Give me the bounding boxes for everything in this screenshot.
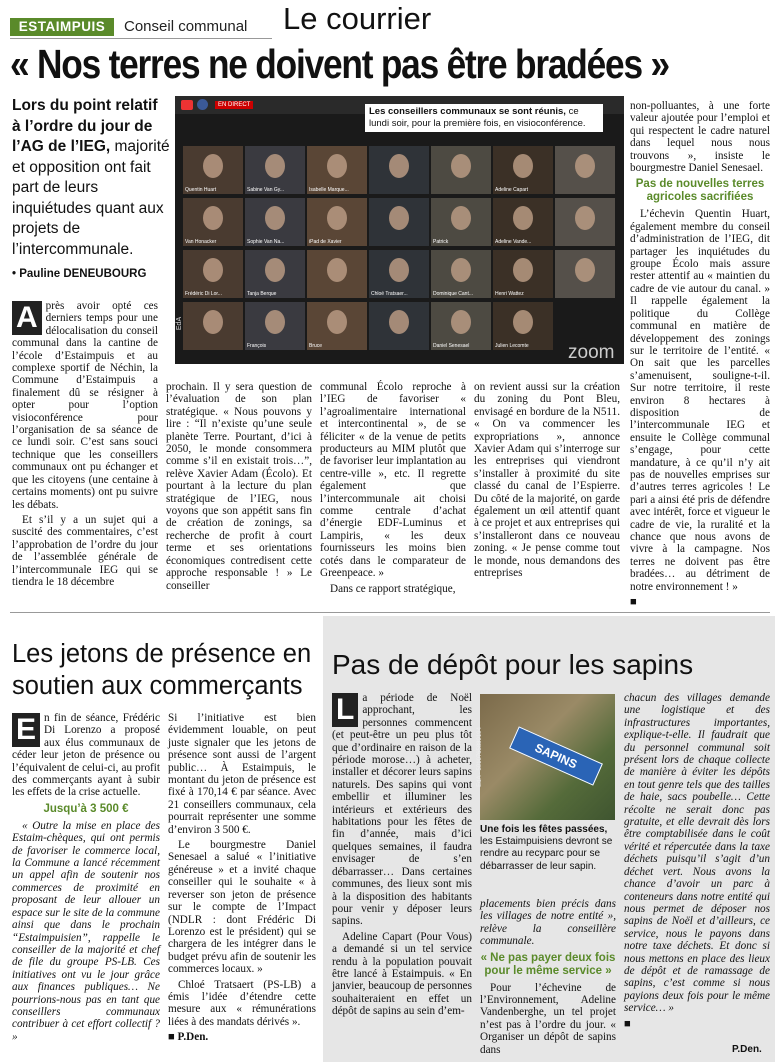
article1-end-mark: ■ xyxy=(630,596,637,609)
participant-tile xyxy=(493,302,553,350)
participant-face xyxy=(327,154,347,178)
participant-tile xyxy=(307,146,367,194)
participant-face xyxy=(513,258,533,282)
participant-tile xyxy=(369,302,429,350)
participant-tile xyxy=(431,198,491,246)
article3-col2 xyxy=(480,898,616,1060)
participant-name: Dominique Cant... xyxy=(433,291,474,297)
headline: « Nos terres ne doivent pas être bradées » xyxy=(10,41,669,87)
participant-tile xyxy=(555,198,615,246)
article1-subhead: Pas de nouvelles terres agricoles sacrifiées xyxy=(635,178,765,204)
article1-col1 xyxy=(12,300,158,608)
participant-face xyxy=(203,258,223,282)
article2-col1 xyxy=(12,712,160,1060)
article2-subhead: Jusqu’à 3 500 € xyxy=(43,802,129,815)
article3-col3 xyxy=(624,692,770,1046)
dropcap-e: E xyxy=(12,713,40,747)
sapins-caption-rest: les Estaimpuisiens devront se rendre au recyparc pour se débarrasser de leur sapin. xyxy=(480,836,613,872)
article2-col2-p3: Chloé Tratsaert (PS-LB) a émis l’idée d’étendre cette mesure aux « rémunérations liées à des mandats dérivés ». xyxy=(168,978,316,1028)
participant-tile xyxy=(555,250,615,298)
participant-face xyxy=(451,206,471,230)
participant-face xyxy=(513,310,533,334)
participant-face xyxy=(513,154,533,178)
participant-name: Daniel Senesael xyxy=(433,343,470,349)
sapins-photo-credit: EdA - 5010765889194 xyxy=(476,727,483,787)
participant-face xyxy=(575,154,595,178)
participant-name: Frédéric Di Lor... xyxy=(185,291,222,297)
participant-face xyxy=(327,258,347,282)
participant-tile xyxy=(369,198,429,246)
article3-col1 xyxy=(332,692,472,1060)
participant-name: Julien Lecomte xyxy=(495,343,529,349)
participant-name: Isabelle Marque... xyxy=(309,187,349,193)
participant-tile xyxy=(493,146,553,194)
article1-col4 xyxy=(474,381,620,608)
article2-col1-p2: « Outre la mise en place des Estaim-chèques, qui ont permis de favoriser le commerce local, la Commune a lancé récemment un appel afin de soutenir nos commerces de proximité en proposant de leur allouer un espace sur le site de la commune ainsi que dans le prochain “Estaimpuisien”, rappelle le conseiller de la majorité et chef de file du groupe PS-LB. Ces initiatives ont vu le jour grâce aux finances publiques… Ne pourrions-nous pas en tant que conseillers communaux contribuer à cet effort collectif ? » xyxy=(12,819,160,1043)
article1-col2 xyxy=(166,381,312,608)
participant-tile xyxy=(245,146,305,194)
videoconference-photo xyxy=(175,96,624,364)
live-badge: EN DIRECT xyxy=(215,101,253,109)
participant-tile xyxy=(245,302,305,350)
photo-caption-bold: Les conseillers communaux se sont réunis, xyxy=(369,106,566,117)
rubric-title: Le courrier xyxy=(283,1,432,36)
article1-col5-p2: L’échevin Quentin Huart, également membre du conseil d’administration de l’IEG, dit partager les inquiétudes du groupe Écolo mais assure rester attentif au « maintien du cadre de vie autour du canal. » Il rappelle également la politique du Collège communal en matière de développement des zonings sur le territoire de l’entité. « On sait que les parcelles s’amenuisent, souligne-t-il. Sur notre territoire, il reste environ 8 hectares à disposition de l’intercommunale IEG et ensuite le Collège communal s’engage, pour cette mandature, à ce qu’il n’y ait pas de nouvelles emprises sur d’autres terres agricoles ! Le pari a ainsi été pris de défendre avec intérêt, force et vigueur le cadre de vie, la ruralité et la chance que nous avons de vivre à la campagne. Nos terres ne doivent pas être bradées… au détriment de notre environnement ! » xyxy=(630,208,770,593)
article1-col3-p2: Dans ce rapport stratégique, xyxy=(330,582,456,595)
article2-col2-p2: Le bourgmestre Daniel Senesael a salué « l’initiative généreuse » et a invité chaque conseiller qui le souhaite « à reverser son jeton de présence sur le compte de l’Impact (NDLR : dont Frédéric Di Lorenzo est le président) qui se chargera de les intégrer dans le budget prévu afin de soutenir les commerces locaux. » xyxy=(168,839,316,976)
participant-face xyxy=(203,310,223,334)
participant-face xyxy=(265,206,285,230)
participant-tile xyxy=(431,302,491,350)
article3-end-mark: ■ xyxy=(624,1017,631,1030)
article3-col2-p2: Pour l’échevine de l’Environnement, Adeline Vandenberghe, un tel projet n’est pas à l’ordre du jour. « Organiser un dépôt de sapins dans xyxy=(480,981,616,1056)
participant-tile xyxy=(183,250,243,298)
participant-name: Adeline Capart xyxy=(495,187,529,193)
participant-name: Sabine Van Gy... xyxy=(247,187,285,193)
zoom-logo: zoom xyxy=(568,342,615,363)
participant-name: iPad de Xavier xyxy=(309,239,342,245)
article2-signature: ■ P.Den. xyxy=(168,1031,209,1044)
author-name: Pauline DENEUBOURG xyxy=(19,268,147,280)
article3-col1-p2: Adeline Capart (Pour Vous) a demandé si un tel service rendu à la population pouvait être lancé à Estaimpuis. « En janvier, beaucoup de personnes souhaiteraient en effet un dépôt de sapins au sein d’em- xyxy=(332,930,472,1018)
sapins-photo xyxy=(476,694,615,820)
photo-credit: EdA xyxy=(176,316,184,331)
participant-face xyxy=(327,310,347,334)
participant-face xyxy=(203,154,223,178)
article3-headline: Pas de dépôt pour les sapins xyxy=(332,649,694,680)
article2-col2-p1: Si l’initiative est bien évidemment louable, on peut juste signaler que les jetons de présence sont aussi de l’argent public… À Estaimpuis, le montant du jeton de présence est fixé à 170,14 € par séance. Avec 21 conseillers communaux, cela pourrait représenter une somme d’environ 3 500 €. xyxy=(168,712,316,836)
participant-name: Van Honacker xyxy=(185,239,217,245)
article2-headline: Les jetons de présence en soutien aux commerçants xyxy=(12,640,312,700)
participant-face xyxy=(389,206,409,230)
participant-tile xyxy=(183,198,243,246)
participant-name: Tanja Berque xyxy=(247,291,277,297)
participant-tile xyxy=(555,146,615,194)
article3-col2-p1: placements bien précis dans les villages de notre entité », relève la conseillère communale. xyxy=(480,898,616,948)
participant-tile xyxy=(369,250,429,298)
participant-name: Chloé Tratsaer... xyxy=(371,291,408,297)
article1-col3-p1: communal Écolo reproche à l’IEG de favoriser « l’agroalimentaire international et intercontinental », de se féliciter « de la venue de petits producteurs au MIM plutôt que de favoriser leur implantation au centre-ville », etc. Il regrette également que l’intercommunale ait choisi comme centrale d’achat d’énergie EDF-Luminus et Lampiris, « les deux fournisseurs les moins bien cotés dans le comparateur de Greenpeace. » xyxy=(320,381,467,580)
participant-grid xyxy=(183,146,620,350)
locality-kicker: ESTAIMPUIS xyxy=(10,18,114,36)
participant-face xyxy=(265,154,285,178)
participant-tile xyxy=(245,250,305,298)
participant-name: François xyxy=(247,343,267,349)
participant-name: Bruce xyxy=(309,343,323,349)
article1-col5-p1: non-polluantes, à une forte valeur ajoutée pour l’emploi et qui respectent le cadre naturel dans lequel nous nous trouvons », insiste le bourgmestre Daniel Senesael. xyxy=(630,100,770,175)
participant-face xyxy=(389,258,409,282)
sapins-sign: SAPINS xyxy=(509,726,603,785)
article1-col2-p1: prochain. Il y sera question de l’évaluation de son plan stratégique. « Nous pouvons y lire : “Il n’existe qu’une seule planète Terre. Pourtant, d’ici à 2050, le monde consommera comme s’il en existait trois…”, relève Xavier Adam (Écolo). Et pourtant à la lecture du plan stratégique de l’IEG, nous voyons que son appétit sans fin de création de zonings, sa recherche de profit à court terme et ses orientations économiques contredisent cette approche responsable ! » Le conseiller xyxy=(166,381,312,592)
participant-tile xyxy=(245,198,305,246)
participant-face xyxy=(327,206,347,230)
participant-name: Patrick xyxy=(433,239,449,245)
dropcap-a: A xyxy=(12,301,42,335)
participant-tile xyxy=(431,146,491,194)
participant-tile xyxy=(493,198,553,246)
article3-col1-p1: a période de Noël approchant, les personnes commencent (et peut-être un peu plus tôt que d’ordinaire en raison de la période morose…) à acheter, installer et décorer leurs sapins naturels. Des sapins qui vont embellir et illuminer les intérieurs et extérieurs des habitations pour les fêtes de fin d’année, mais d’ici quelques semaines, il faudra envisager de s’en débarrasser… Dans certaines communes, des lieux sont mis à la disposition des habitants pour venir y déposer leurs sapins. xyxy=(332,692,472,928)
participant-tile xyxy=(369,146,429,194)
dropcap-l: L xyxy=(332,693,358,727)
participant-name: Henri Wattez xyxy=(495,291,524,297)
photo-caption-rest: ce lundi soir, pour la première fois, en visioconférence. xyxy=(369,106,586,129)
lead-paragraph xyxy=(12,96,170,260)
participant-face xyxy=(451,154,471,178)
participant-face xyxy=(265,310,285,334)
participant-name: Adeline Vande... xyxy=(495,239,532,245)
participant-tile xyxy=(431,250,491,298)
participant-face xyxy=(389,310,409,334)
participant-tile xyxy=(307,250,367,298)
participant-face xyxy=(389,154,409,178)
participant-face xyxy=(265,258,285,282)
photo-caption xyxy=(365,104,603,132)
article1-col3 xyxy=(320,381,466,608)
participant-face xyxy=(575,206,595,230)
participant-tile xyxy=(307,302,367,350)
participant-tile xyxy=(307,198,367,246)
sapins-caption-bold: Une fois les fêtes passées, xyxy=(480,824,608,835)
participant-tile xyxy=(183,302,243,350)
participant-name: Sophie Van Na... xyxy=(247,239,285,245)
section-label: Conseil communal xyxy=(124,18,248,35)
article1-col5 xyxy=(630,100,770,608)
participant-face xyxy=(451,258,471,282)
article1-col4-p1: on revient aussi sur la création du zoning du Pont Bleu, envisagé en bordure de la N511. « On va commencer les expropriations », annonce Xavier Adam qui s’interroge sur les entreprises qui viendront s’installer à proximité du site classé du canal de l’Espierre. Du côté de la majorité, on garde également un œil attentif quant à ce projet et aux entreprises qui s’installeront dans ce nouveau zoning. « Je pense comme tout le monde, nous demandons des entreprises xyxy=(474,381,620,580)
article2-col1-p1: n fin de séance, Frédéric Di Lorenzo a proposé aux élus communaux de céder leur jeton de présence ou l’équivalent de celui-ci, au profit des commerçants ayant à subir les effets de la crise actuelle. xyxy=(12,712,160,799)
article1-col1-p1: près avoir opté ces derniers temps pour une délocalisation du conseil communal dans la cantine de l’école d’Estaimpuis et au complexe sportif de Néchin, la Commune d’Estaimpuis a finalement dû se résigner à opter pour l’option visioconférence pour l’organisation de sa séance de ce lundi soir. C’est sans souci technique que les conseillers communaux ont pu échanger et que les citoyens (une centaine à certains moments) ont pu suivre les débats. xyxy=(12,300,158,511)
youtube-icon xyxy=(181,100,193,110)
participant-face xyxy=(203,206,223,230)
participant-tile xyxy=(493,250,553,298)
lead-rest: majorité et opposition ont fait part de leurs inquiétudes quant aux projets de l’intercommunale. xyxy=(12,138,170,258)
article1-col1-p2: Et s’il y a un sujet qui a suscité des commentaires, c’est l’approbation de l’ordre du jour de l’assemblée générale de l’intercommunale IEG qui se tiendra le 18 décembre xyxy=(12,513,158,588)
participant-face xyxy=(451,310,471,334)
article3-subhead: « Ne pas payer deux fois pour le même service » xyxy=(480,951,616,977)
author-line xyxy=(12,268,146,280)
article3-signature: P.Den. xyxy=(732,1044,762,1055)
participant-face xyxy=(513,206,533,230)
article-divider xyxy=(10,612,770,613)
article2-col2 xyxy=(168,712,316,1060)
participant-tile xyxy=(183,146,243,194)
participant-name: Quentin Huart xyxy=(185,187,217,193)
lead-bold: Lors du point relatif à l’ordre du jour de l’AG de l’IEG, xyxy=(12,97,158,155)
author-bullet: • xyxy=(12,268,17,280)
facebook-icon xyxy=(197,99,208,110)
article3-col3-p1: chacun des villages demande une logistique et des infrastructures importantes, explique-t-elle. Il faudrait que du personnel communal soit présent lors de chaque collecte de manière à éviter les dépôts en tout genre tels que des tailles de haie, sacs poubelle… Cette récolte ne serait donc pas gratuite, et elle devrait dès lors être comptabilisée dans le coût vérité et répercutée dans la taxe déchets puisqu’il s’agit d’un déchet vert. Nous avons la chance d’avoir un parc à conteneurs dans notre entité qui nous permet de déposer nos sapins de Noël et d’ailleurs, ce service, nous le payons dans notre taxe déchets. Et donc si nous mettons en place des lieux de dépôt et de ramassage de sapins, c’est comme si nous payions deux fois pour le même service… » xyxy=(624,692,770,1015)
sapins-photo-caption xyxy=(480,824,616,873)
participant-face xyxy=(575,258,595,282)
